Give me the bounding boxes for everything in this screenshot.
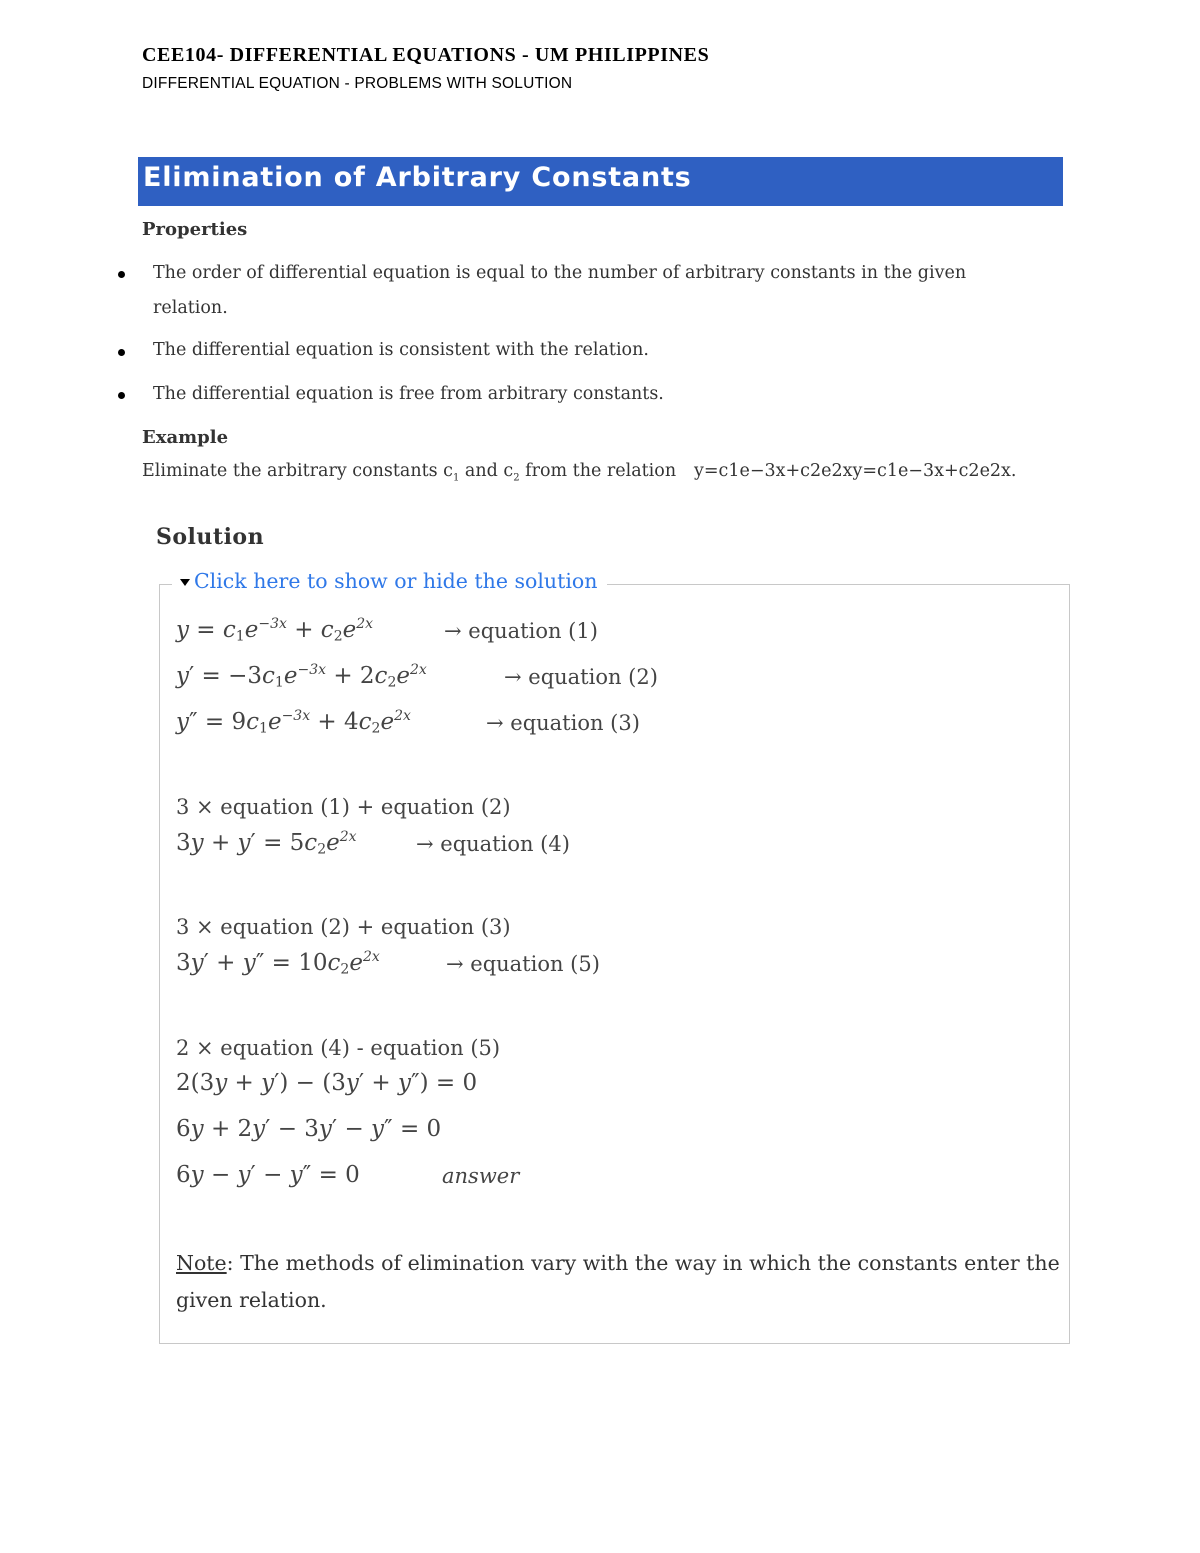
- solution-note: [176, 1245, 1061, 1319]
- equation-1-label: → equation (1): [444, 619, 598, 643]
- property-item-2: The differential equation is consistent with the relation.: [153, 340, 649, 360]
- caret-down-icon: [180, 579, 190, 586]
- document-title: CEE104- DIFFERENTIAL EQUATIONS - UM PHILIPPINES: [142, 44, 710, 66]
- equation-3-label: → equation (3): [486, 711, 640, 735]
- section-title: Elimination of Arbitrary Constants: [143, 162, 692, 193]
- equation-5: $3y' + y'' = 10c_2e^{2x}$: [176, 948, 380, 978]
- equation-7: 6y + 2y′ − 3y′ − y″ = 0: [176, 1116, 442, 1142]
- equation-4-label: → equation (4): [416, 832, 570, 856]
- equation-2-label: → equation (2): [504, 665, 658, 689]
- note-text: : The methods of elimination vary with the way in which the constants enter the given relation.: [176, 1251, 1060, 1312]
- properties-heading: Properties: [142, 219, 248, 240]
- solution-heading: Solution: [156, 524, 265, 550]
- step-2-operation: 3 × equation (2) + equation (3): [176, 915, 511, 939]
- example-heading: Example: [142, 427, 229, 448]
- example-relation: y=c1e−3x+c2e2xy=c1e−3x+c2e2x.: [694, 461, 1017, 481]
- bullet-icon: [118, 271, 125, 278]
- document-subtitle: DIFFERENTIAL EQUATION - PROBLEMS WITH SOLUTION: [142, 75, 573, 92]
- section-banner: [138, 157, 1063, 206]
- property-item-1-line2: relation.: [153, 298, 228, 318]
- step-1-operation: 3 × equation (1) + equation (2): [176, 795, 511, 819]
- equation-answer: 6y − y′ − y″ = 0: [176, 1162, 360, 1188]
- equation-4: $3y + y' = 5c_2e^{2x}$: [176, 828, 357, 858]
- bullet-icon: [118, 349, 125, 356]
- step-3-operation: 2 × equation (4) - equation (5): [176, 1036, 501, 1060]
- equation-2: $y' = -3c_1e^{-3x} + 2c_2e^{2x}$: [176, 661, 427, 691]
- equation-5-label: → equation (5): [446, 952, 600, 976]
- property-item-1-line1: The order of differential equation is equal to the number of arbitrary constants in the given: [153, 263, 967, 283]
- note-label: Note: [176, 1251, 227, 1275]
- solution-toggle[interactable]: [172, 569, 607, 593]
- equation-3: $y'' = 9c_1e^{-3x} + 4c_2e^{2x}$: [176, 707, 411, 737]
- answer-label: answer: [442, 1164, 520, 1188]
- example-text: Eliminate the arbitrary constants $c_1$ and $c_2$ from the relation: [142, 461, 677, 484]
- toggle-solution-link[interactable]: Click here to show or hide the solution: [194, 569, 598, 593]
- property-item-3: The differential equation is free from arbitrary constants.: [153, 384, 664, 404]
- equation-1: $y = c_1e^{-3x} + c_2e^{2x}$: [176, 615, 374, 645]
- equation-6: 2(3y + y′) − (3y′ + y″) = 0: [176, 1070, 478, 1096]
- bullet-icon: [118, 392, 125, 399]
